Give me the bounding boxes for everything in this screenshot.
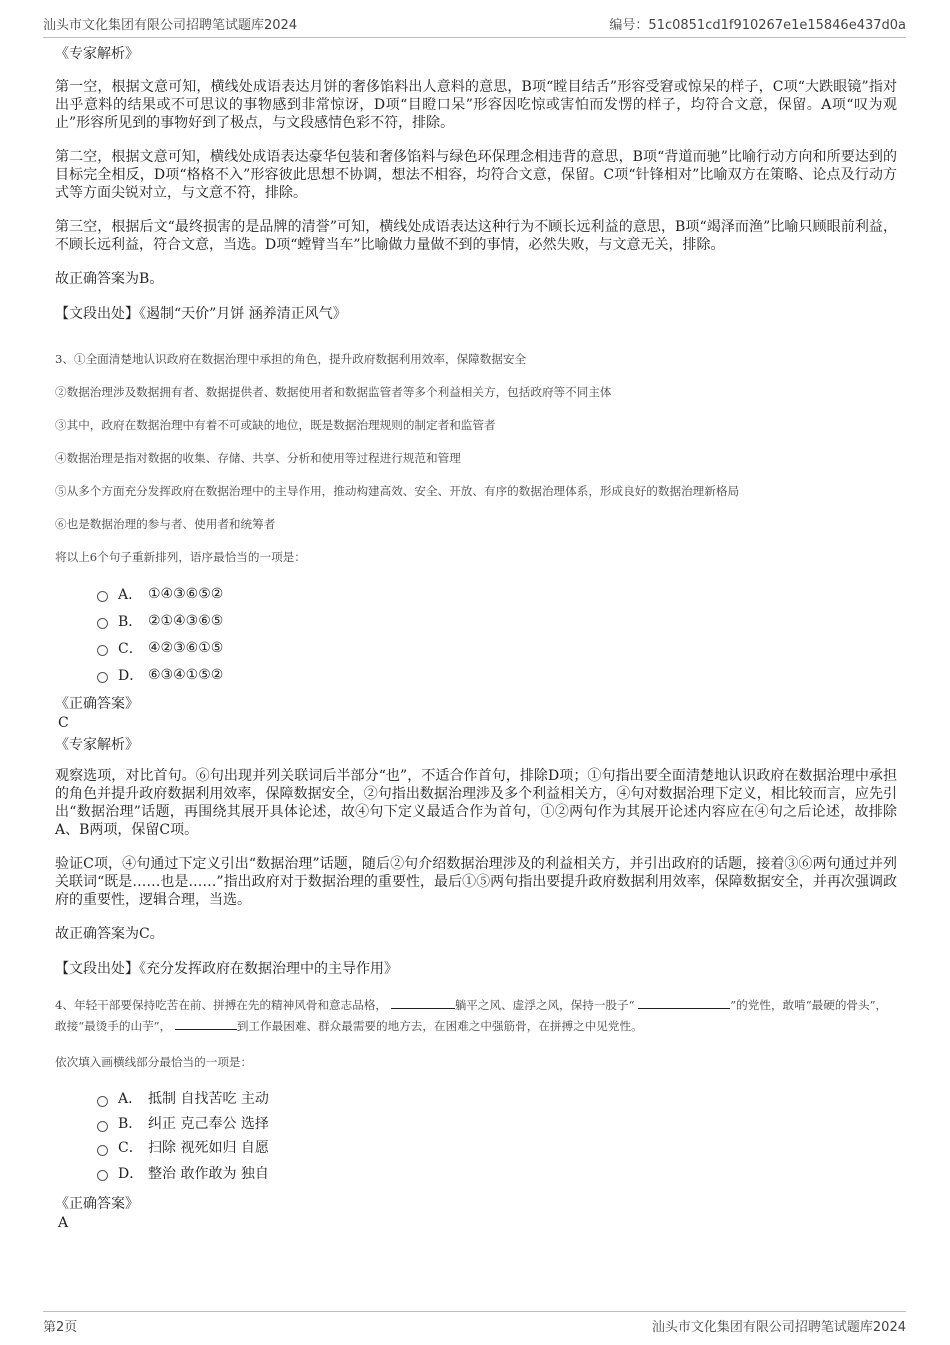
footer-title: 汕头市文化集团有限公司招聘笔试题库2024: [651, 1320, 906, 1335]
expert-analysis-label: 《专家解析》: [55, 737, 139, 753]
question-3: [55, 350, 897, 979]
option-text: 扫除 视死如归 自愿: [148, 1140, 269, 1156]
option-letter: A．: [118, 1091, 143, 1107]
expert-analysis-label: 《专家解析》: [55, 46, 139, 62]
answer-options: [97, 580, 897, 688]
option-c[interactable]: [97, 1135, 897, 1159]
option-a[interactable]: [97, 1085, 897, 1111]
radio-button[interactable]: [97, 645, 108, 656]
analysis-paragraph: 第一空，根据文意可知，横线处成语表达月饼的奢侈馅料出人意料的意思，B项“瞠目结舌”形容受窘或惊呆的样子，C项“大跌眼镜”指对出乎意料的结果或不可思议的事物感到非常惊讶，D项“目瞪口呆”形容因吃惊或害怕而发愣的样子，均符合文意，保留。A项“叹为观止”形容所见到的事物好到了极点，与文段感情色彩不符，排除。: [55, 79, 897, 131]
stem-text: 到工作最困难、群众最需要的地方去，在困难之中强筋骨，在拼搏之中见党性。: [236, 1019, 643, 1033]
analysis-paragraph: 第三空，根据后文“最终损害的是品牌的清誉”可知，横线处成语表达这种行为不顾长远利益的意思，B项“竭泽而渔”比喻只顾眼前利益，不顾长远利益，符合文意，当选。D项“螳臂当车”比喻做力量做不到的事情，必然失败，与文意无关，排除。: [55, 219, 897, 253]
option-text: 整治 敢作敢为 独自: [148, 1165, 269, 1182]
option-text: ④②③⑥①⑤: [148, 639, 224, 656]
page-header: [43, 14, 906, 38]
option-d[interactable]: [97, 1159, 897, 1186]
fill-blank-2: [638, 996, 730, 1009]
option-letter: B．: [118, 1116, 143, 1132]
option-c[interactable]: [97, 634, 897, 661]
question-sentence: ③其中，政府在数据治理中有着不可或缺的地位，既是数据治理规则的制定者和监管者: [55, 418, 496, 432]
question-sentence: ④数据治理是指对数据的收集、存储、共享、分析和使用等过程进行规范和管理: [55, 451, 461, 465]
question-stem: [55, 995, 897, 1037]
question-sentence: ②数据治理涉及数据拥有者、数据提供者、数据使用者和数据监管者等多个利益相关方，包括政府等不同主体: [55, 385, 612, 399]
analysis-conclusion: 故正确答案为B。: [55, 271, 164, 287]
answer-options: [97, 1085, 897, 1186]
correct-answer-value: C: [58, 715, 69, 731]
option-letter: C．: [118, 1140, 143, 1156]
radio-button[interactable]: [97, 618, 108, 629]
page-number: 第2页: [43, 1320, 78, 1335]
option-text: ⑥③④①⑤②: [148, 666, 224, 683]
option-letter: D．: [118, 667, 144, 684]
option-text: 纠正 克己奉公 选择: [148, 1116, 269, 1132]
radio-button[interactable]: [97, 672, 108, 683]
header-serial-number: 编号：51c0851cd1f910267e1e15846e437d0a: [609, 18, 906, 33]
fill-blank-3: [175, 1017, 237, 1030]
option-text: 抵制 自找苦吃 主动: [148, 1091, 269, 1107]
question-prompt: 将以上6个句子重新排列，语序最恰当的一项是：: [55, 550, 306, 564]
correct-answer-label: 《正确答案》: [55, 696, 139, 712]
stem-text: ”的党性，敢啃“最硬的骨头”，敢接“最烫手的山芋”，: [55, 998, 888, 1033]
analysis-paragraph: 第二空，根据文意可知，横线处成语表达豪华包装和奢侈馅料与绿色环保理念相违背的意思，B项“背道而驰”比喻行动方向和所要达到的目标完全相反，D项“格格不入”形容彼此思想不协调，想法不相容，均符合文意，保留。C项“针锋相对”比喻双方在策略、论点及行动方式等方面尖锐对立，与文意不符，排除。: [55, 149, 897, 201]
option-letter: A．: [118, 586, 143, 603]
option-b[interactable]: [97, 607, 897, 634]
fill-blank-1: [391, 996, 455, 1009]
analysis-paragraph: 观察选项，对比首句。⑥句出现并列关联词后半部分“也”，不适合作首句，排除D项；①句指出要全面清楚地认识政府在数据治理中承担的角色并提升政府数据利用效率，保障数据安全，②句指出数据治理涉及多个利益相关方，④句对数据治理下定义，相比较而言，应先引出“数据治理”话题，再围绕其展开具体论述，故④句下定义最适合作为首句，①②两句作为其展开论述内容应在④句之后论述，故排除A、B两项，保留C项。: [55, 768, 897, 838]
option-text: ①④③⑥⑤②: [148, 585, 224, 602]
question-sentence: 3、①全面清楚地认识政府在数据治理中承担的角色，提升政府数据利用效率，保障数据安全: [55, 352, 527, 366]
passage-source: 【文段出处】《充分发挥政府在数据治理中的主导作用》: [55, 961, 398, 977]
option-a[interactable]: [97, 580, 897, 607]
option-b[interactable]: [97, 1111, 897, 1135]
option-letter: D．: [118, 1165, 144, 1182]
radio-button[interactable]: [97, 1145, 108, 1156]
option-letter: B．: [118, 613, 143, 630]
page-content: [55, 44, 897, 1232]
option-text: ②①④③⑥⑤: [148, 612, 224, 629]
radio-button[interactable]: [97, 591, 108, 602]
radio-button[interactable]: [97, 1170, 108, 1181]
page-footer: [43, 1311, 906, 1335]
analysis-conclusion: 故正确答案为C。: [55, 926, 164, 942]
option-d[interactable]: [97, 661, 897, 688]
passage-source: 【文段出处】《遏制“天价”月饼 涵养清正风气》: [55, 306, 347, 322]
correct-answer-label: 《正确答案》: [55, 1196, 139, 1212]
option-letter: C．: [118, 640, 143, 657]
stem-text: 躺平之风、虚浮之风，保持一股子“: [454, 998, 635, 1012]
header-title: 汕头市文化集团有限公司招聘笔试题库2024: [43, 18, 298, 33]
question-sentence: ⑥也是数据治理的参与者、使用者和统筹者: [55, 517, 276, 531]
stem-text: 4、年轻干部要保持吃苦在前、拼搏在先的精神风骨和意志品格，: [55, 998, 388, 1012]
analysis-paragraph: 验证C项，④句通过下定义引出“数据治理”话题，随后②句介绍数据治理涉及的利益相关方，并引出政府的话题，接着③⑥两句通过并列关联词“既是……也是……”指出政府对于数据治理的重要性，最后①⑤两句指出要提升政府数据利用效率，保障数据安全，并再次强调政府的重要性，逻辑合理，当选。: [55, 856, 897, 908]
question-prompt: 依次填入画横线部分最恰当的一项是：: [55, 1055, 253, 1069]
radio-button[interactable]: [97, 1121, 108, 1132]
correct-answer-value: A: [58, 1215, 69, 1231]
question-4: [55, 995, 897, 1232]
question-sentence: ⑤从多个方面充分发挥政府在数据治理中的主导作用，推动构建高效、安全、开放、有序的数据治理体系，形成良好的数据治理新格局: [55, 484, 740, 498]
radio-button[interactable]: [97, 1096, 108, 1107]
